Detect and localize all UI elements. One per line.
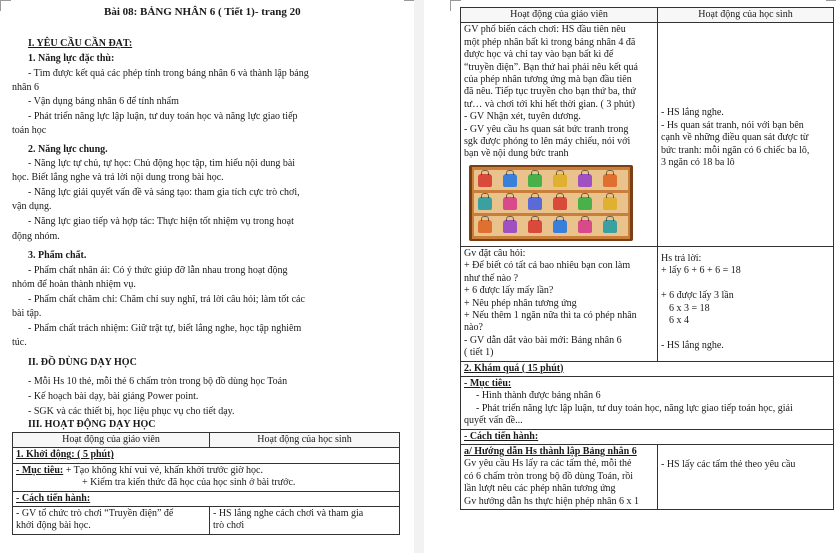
text-line: nhân 6 (12, 82, 39, 93)
shelf-row (474, 170, 628, 190)
shelf-post (630, 167, 632, 239)
text-line: - HS lắng nghe cách chơi và tham gia (213, 508, 364, 520)
text-line: học. Biết lắng nghe và trả lời nội dung trong bài học. (12, 172, 224, 183)
crop-mark (0, 0, 11, 11)
text-line: - GV tổ chức trò chơi “Truyền điện” để (16, 508, 174, 520)
text-line: - Hình thành được bảng nhân 6 (476, 390, 601, 402)
row-objectives (461, 376, 834, 429)
text-line: túc. (12, 337, 27, 348)
backpack (578, 174, 592, 187)
text-line: - GV yêu cầu hs quan sát bức tranh trong (464, 123, 629, 135)
shelf-row (474, 216, 628, 236)
text-line: một phép nhân bất kì trong bảng nhân 4 đã (464, 36, 636, 48)
backpack (528, 197, 542, 210)
text-line: trò chơi (213, 520, 245, 532)
text-line: - Phẩm chất nhân ái: Có ý thức giúp đỡ lẫn nhau trong hoạt động (28, 265, 288, 276)
objective-1: + Tạo không khí vui vẻ, khấn khởi trước giờ học. (63, 464, 263, 476)
objective-2: + Kiểm tra kiến thức đã học của học sinh ở bài trước. (82, 477, 296, 489)
text-line: vận dụng. (12, 201, 52, 212)
row-explore-title: 2. Khám quá ( 15 phút) (461, 361, 834, 376)
text-line: - GV dẫn dắt vào bài mới: Bảng nhân 6 (464, 334, 622, 346)
subsection-1-3: 3. Phẩm chất. (28, 250, 87, 261)
text-line: Gv hướng dẫn hs thực hiện phép nhân 6 x 1 (464, 495, 639, 507)
text-line (661, 278, 830, 290)
backpack (503, 197, 517, 210)
backpack-shelf-picture (469, 165, 633, 241)
text-line: - SGK và các thiết bị, học liệu phục vụ cho tiết dạy. (28, 406, 235, 417)
text-line: - Kế hoạch bài dạy, bài giảng Power point. (28, 391, 199, 402)
backpack (528, 174, 542, 187)
col-teacher: Hoạt động của giáo viên (461, 8, 658, 23)
subsection-1-2: 2. Năng lực chung. (28, 144, 108, 155)
text-line: - Năng lực giao tiếp và hợp tác: Thực hiện tốt nhiệm vụ trong hoạt (28, 216, 294, 227)
activity-table-left (12, 432, 400, 535)
text-line: - HS lắng nghe. (661, 107, 724, 119)
text-line: - HS lấy các tấm thẻ theo yêu cầu (661, 458, 796, 470)
text-line: - Phát triển năng lực lập luận, tư duy toán học, năng lực giao tiếp toán học, giải (476, 402, 793, 414)
text-line: + Nếu thêm 1 ngăn nữa thì ta có phép nhân (464, 309, 637, 321)
backpack (553, 174, 567, 187)
lesson-title: Bài 08: BẢNG NHÂN 6 ( Tiết 1)- trang 20 (104, 6, 301, 18)
text-line: đã nêu. Tiếp tục truyền cho bạn thứ ba, thứ (464, 86, 636, 98)
text-line: khởi động bài học. (16, 520, 91, 532)
text-line: Hs trả lời: (661, 252, 702, 264)
backpack (603, 220, 617, 233)
section-3-heading: III. HOẠT ĐỘNG DẠY HỌC (28, 419, 156, 430)
text-line: - Mỗi Hs 10 thẻ, mỗi thẻ 6 chấm tròn trong bộ đồ dùng học Toán (28, 376, 288, 387)
backpack (553, 197, 567, 210)
activity-table-right (460, 7, 834, 510)
col-student: Hoạt động của học sinh (658, 8, 834, 23)
text-line: + lấy 6 + 6 + 6 = 18 (661, 265, 741, 277)
text-line: + Để biết có tất cả bao nhiêu bạn con làm (464, 260, 631, 272)
text-line: ( tiết 1) (464, 347, 494, 359)
text-line: - GV Nhận xét, tuyên dương. (464, 111, 581, 123)
text-line: bạn về nội dung bức tranh (464, 148, 569, 160)
row-warmup: 1. Khởi động: ( 5 phút) (13, 448, 400, 463)
backpack (578, 197, 592, 210)
section-1-heading: I. YÊU CẦU CẦN ĐẠT: (28, 38, 133, 49)
teacher-cell (13, 507, 210, 535)
row-procedure: - Cách tiến hành: (461, 429, 834, 444)
text-line: toán học (12, 125, 47, 136)
text-line: 6 x 3 = 18 (669, 302, 710, 314)
text-line: bài tập. (12, 308, 42, 319)
text-line: lần lượt nêu các phép nhân tương ứng (464, 483, 616, 495)
text-line: - Vận dụng bảng nhân 6 để tính nhẩm (28, 96, 179, 107)
teacher-cell (461, 246, 658, 361)
text-line: động nhóm. (12, 231, 60, 242)
shelf-post (470, 167, 472, 239)
text-line: + 6 được lấy mấy lần? (464, 285, 554, 297)
text-line: sgk được phóng to lên máy chiếu, nói với (464, 136, 631, 148)
text-line: GV phổ biến cách chơi: HS đầu tiên nêu (464, 24, 626, 36)
text-line: nhóm để hoàn thành nhiệm vụ. (12, 279, 136, 290)
backpack (503, 174, 517, 187)
text-line: của phép nhân tương ứng mà bạn đầu tiên (464, 74, 632, 86)
left-page (0, 0, 414, 553)
text-line: tư… và chơi tới khi hết thời gian. ( 3 phút) (464, 98, 635, 110)
backpack (553, 220, 567, 233)
text-line: “truyền điện”. Bạn thứ hai phải nêu kết quả (464, 61, 638, 73)
backpack (578, 220, 592, 233)
subsection-1-1: 1. Năng lực đặc thù: (28, 53, 115, 64)
backpack (503, 220, 517, 233)
backpack (478, 197, 492, 210)
section-2-heading: II. ĐỒ DÙNG DẠY HỌC (28, 357, 137, 368)
row-procedure: - Cách tiến hành: (13, 491, 400, 506)
text-line: - Tìm được kết quả các phép tính trong bảng nhân 6 và thành lập bảng (28, 68, 309, 79)
text-line: - HS lắng nghe. (661, 339, 724, 351)
objectives-label: - Mục tiêu: (16, 464, 64, 476)
text-line: + Nêu phép nhân tương ứng (464, 297, 577, 309)
teacher-cell (461, 444, 658, 509)
activity-a-title: a/ Hướng dẫn Hs thành lập Bảng nhân 6 (464, 445, 637, 457)
text-line: có 6 chấm tròn trong bộ đồ dùng Toán, rồi (464, 470, 634, 482)
text-line: bức tranh: mỗi ngăn có 6 chiếc ba lô, (661, 144, 810, 156)
backpack (528, 220, 542, 233)
right-page (424, 0, 836, 553)
backpack (478, 174, 492, 187)
student-cell (658, 444, 834, 509)
text-line: - Năng lực tự chủ, tự học: Chủ động học tập, tìm hiểu nội dung bài (28, 158, 296, 169)
text-line: Gv đặt câu hỏi: (464, 247, 526, 259)
text-line: quyết vấn đề... (464, 415, 523, 427)
text-line: - Hs quan sát tranh, nói với bạn bên (661, 119, 804, 131)
text-line: - Năng lực giải quyết vấn đề và sáng tạo: tham gia tích cực trò chơi, (28, 187, 300, 198)
page-gap (414, 0, 424, 553)
text-line: - Phẩm chất trách nhiệm: Giữ trật tự, biết lắng nghe, học tập nghiêm (28, 323, 302, 334)
text-line: - Phẩm chất chăm chỉ: Chăm chỉ suy nghĩ, trả lời câu hỏi; làm tốt các (28, 294, 305, 305)
objectives-label: - Mục tiêu: (464, 377, 512, 389)
row-objectives (13, 463, 400, 491)
text-line: Gv yêu cầu Hs lấy ra các tấm thẻ, mỗi thẻ (464, 458, 632, 470)
crop-mark (404, 0, 414, 11)
backpack (603, 197, 617, 210)
text-line: được học và chỉ tay vào bạn bất kì để (464, 49, 614, 61)
text-line: cạnh về những điều quan sát được từ (661, 132, 809, 144)
text-line: 6 x 4 (669, 314, 689, 326)
text-line: - Phát triển năng lực lập luận, tư duy toán học và năng lực giao tiếp (28, 111, 298, 122)
shelf-row (474, 193, 628, 213)
student-cell (210, 507, 400, 535)
backpack (478, 220, 492, 233)
text-line: nào? (464, 322, 483, 334)
student-cell (658, 23, 834, 246)
student-cell (658, 246, 834, 361)
backpack (603, 174, 617, 187)
teacher-cell (461, 23, 658, 246)
col-teacher: Hoạt động của giáo viên (13, 433, 210, 448)
text-line (661, 327, 830, 339)
text-line: như thế nào ? (464, 272, 519, 284)
col-student: Hoạt động của học sinh (210, 433, 400, 448)
text-line: + 6 được lấy 3 lần (661, 290, 734, 302)
text-line: 3 ngăn có 18 ba lô (661, 157, 735, 169)
